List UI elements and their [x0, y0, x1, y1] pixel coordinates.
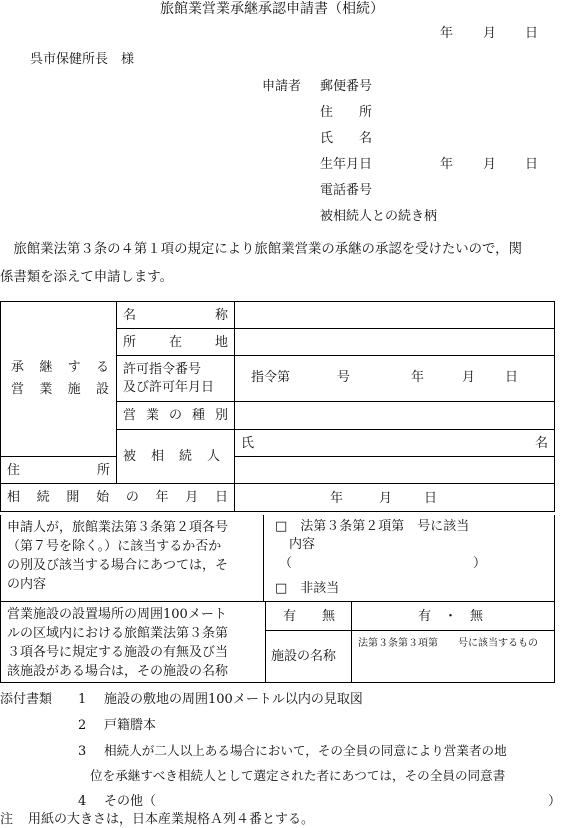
decedent-group-label: 被 相 続 人	[117, 430, 235, 484]
attachment-3-number: 3	[78, 744, 87, 759]
body-text-line-1: 旅館業法第３条の４第１項の規定により旅館業営業の承継の承認を受けたいので，関	[0, 242, 522, 257]
birth-year-unit: 年	[440, 157, 454, 172]
presence-value-cell[interactable]	[352, 602, 554, 631]
attachment-3-text-line-1: 相続人が二人以上ある場合において，その全員の同意により営業者の地	[104, 743, 507, 758]
q2-label-line-3: ３項各号に規定する施設の有無及び当	[7, 645, 229, 660]
date-month-unit: 月	[483, 26, 497, 41]
addressee: 呉市保健所長 様	[30, 52, 135, 67]
start-day-unit: 日	[424, 491, 438, 506]
permit-day-unit: 日	[505, 370, 519, 385]
facility-name-label: 名 称	[117, 302, 235, 329]
decedent-address-value[interactable]	[235, 457, 555, 484]
facility-name-value[interactable]	[235, 302, 555, 329]
permit-label: 許可指令番号 及び許可年月日	[117, 356, 235, 402]
business-type-label: 営 業 の 種 別	[117, 402, 235, 430]
date-day-unit: 日	[525, 26, 539, 41]
q1-label-line-4: の内容	[7, 577, 47, 592]
attachment-1-text: 施設の敷地の周囲100メートル以内の見取図	[104, 692, 363, 707]
facility-group-label: 承 継 す る 営 業 施 設	[1, 302, 117, 457]
q1-label-line-1: 申請人が，旅館業法第３条第２項各号	[7, 520, 229, 535]
business-type-value[interactable]	[235, 402, 555, 430]
q1-label-line-2: （第７号を除く。）に該当するか否か	[7, 539, 222, 554]
attachment-2-text: 戸籍謄本	[104, 718, 157, 733]
facility-location-value[interactable]	[235, 329, 555, 356]
q1-content-paren-open: （	[279, 556, 293, 571]
disqualification-question	[1, 515, 264, 601]
attachment-3-text-line-2: 位を承継すべき相続人として選定された者にあつては，その全員の同意書	[90, 768, 506, 783]
note-label: 注	[0, 812, 14, 827]
applicant-relationship-label: 被相続人との続き柄	[320, 209, 438, 224]
facility-name-value-cell[interactable]	[352, 631, 554, 682]
presence-value[interactable]: 有 ・ 無	[418, 609, 484, 624]
attachments-label: 添付書類	[0, 692, 53, 707]
permit-year-unit: 年	[411, 370, 425, 385]
nearby-facility-name-label: 施設の名称	[271, 649, 337, 664]
nearby-facility-question	[1, 602, 266, 682]
permit-value[interactable]	[235, 356, 555, 402]
permit-month-unit: 月	[462, 370, 476, 385]
presence-label-cell	[265, 602, 352, 631]
facility-location-label: 所 在 地	[117, 329, 235, 356]
applicant-phone-label: 電話番号	[320, 183, 373, 198]
start-year-unit: 年	[330, 491, 344, 506]
attachment-4-paren-close: ）	[548, 794, 562, 809]
start-month-unit: 月	[379, 491, 393, 506]
disqualification-section	[0, 515, 555, 602]
q2-label-line-4: 該施設がある場合は，その施設の名称	[7, 664, 229, 679]
applicant-label: 申請者	[262, 79, 302, 94]
presence-label: 有 無	[283, 609, 336, 624]
permit-prefix: 指令第	[251, 370, 291, 385]
q2-label-line-2: ルの区域内における旅館業法第３条第	[7, 626, 229, 641]
nearby-facility-name-value: 法第３条第３項第 号に該当するもの	[358, 638, 538, 649]
inheritance-start-date-value[interactable]	[235, 484, 555, 512]
attachment-4-text: その他（	[104, 794, 157, 809]
facility-name-label-cell	[265, 631, 352, 682]
applicant-name-label: 氏 名	[320, 131, 373, 146]
attachment-2-number: 2	[78, 718, 87, 733]
date-year-unit: 年	[440, 26, 454, 41]
q1-content-label: 内容	[289, 537, 316, 552]
nearby-facility-section	[0, 602, 555, 683]
inheritance-start-date-label: 相 続 開 始 の 年 月 日	[1, 484, 235, 512]
birth-month-unit: 月	[483, 157, 497, 172]
q1-not-applicable-checkbox[interactable]: □ 非該当	[275, 581, 340, 596]
note-text: 用紙の大きさは，日本産業規格Ａ列４番とする。	[28, 812, 315, 827]
q1-applicable-checkbox[interactable]: □ 法第３条第２項第 号に該当	[275, 519, 470, 534]
page-title: 旅館業営業承継承認申請書（相続）	[160, 1, 384, 17]
attachment-4-number: 4	[78, 794, 87, 809]
q1-label-line-3: の別及び該当する場合にあつては，そ	[7, 558, 229, 573]
applicant-postal-label: 郵便番号	[320, 79, 373, 94]
q1-content-paren-close: ）	[473, 556, 487, 571]
birth-day-unit: 日	[525, 157, 539, 172]
decedent-name-label: 氏 名	[235, 430, 555, 457]
applicant-birthdate-label: 生年月日	[320, 157, 373, 172]
attachment-1-number: 1	[78, 692, 87, 707]
permit-number-unit: 号	[337, 370, 351, 385]
body-text-line-2: 係書類を添えて申請します。	[0, 270, 174, 285]
applicant-address-label: 住 所	[320, 105, 373, 120]
q2-label-line-1: 営業施設の設置場所の周囲100メート	[7, 607, 227, 622]
application-table	[0, 301, 555, 512]
decedent-address-label: 住 所	[1, 457, 117, 484]
